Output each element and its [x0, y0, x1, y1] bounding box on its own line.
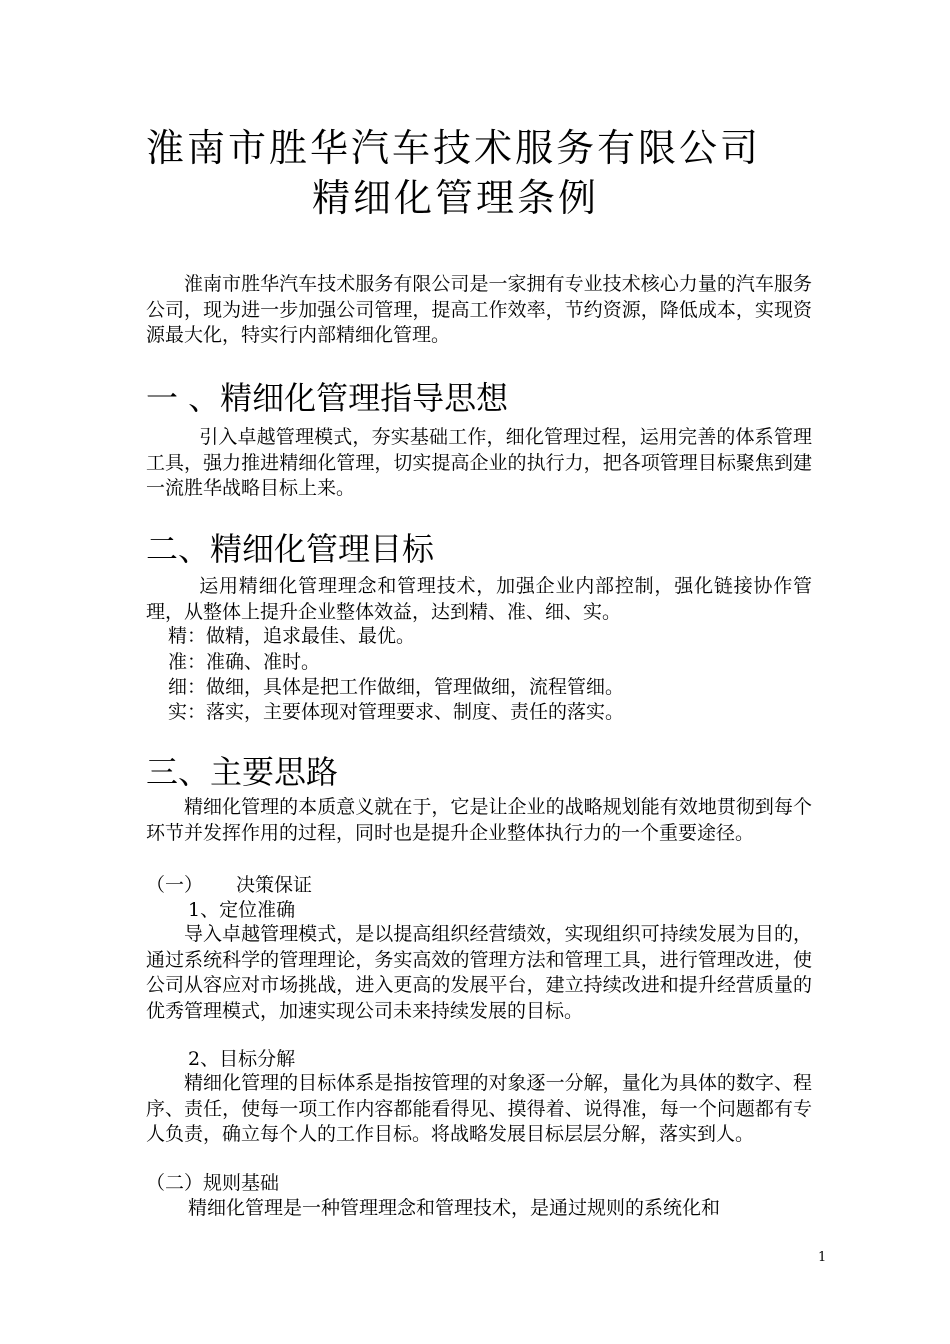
section-2-item-jing: 精：做精，追求最佳、最优。: [168, 625, 416, 647]
section-2-item-shi: 实：落实，主要体现对管理要求、制度、责任的落实。: [168, 701, 625, 723]
item-2-title: 2、目标分解: [188, 1048, 296, 1070]
section-2-heading: 二、精细化管理目标: [146, 530, 435, 568]
subsection-2-body: 精细化管理是一种管理理念和管理技术，是通过规则的系统化和: [188, 1197, 721, 1219]
section-1-heading: 一 、精细化管理指导思想: [146, 379, 509, 417]
section-3-heading: 三、主要思路: [146, 753, 339, 791]
section-2-item-xi: 细：做细，具体是把工作做细，管理做细，流程管细。: [168, 676, 625, 698]
section-1-body: 引入卓越管理模式，夯实基础工作，细化管理过程，运用完善的体系管理工具，强力推进精细化管理，切实提高企业的执行力，把各项管理目标聚焦到建一流胜华战略目标上来。: [146, 426, 812, 499]
item-1-title: 1、定位准确: [188, 899, 296, 921]
intro-paragraph: 淮南市胜华汽车技术服务有限公司是一家拥有专业技术核心力量的汽车服务公司，现为进一步加强公司管理，提高工作效率，节约资源，降低成本，实现资源最大化，特实行内部精细化管理。: [146, 273, 812, 346]
item-2-body: 精细化管理的目标体系是指按管理的对象逐一分解，量化为具体的数字、程序、责任，使每一项工作内容都能看得见、摸得着、说得准，每一个问题都有专人负责，确立每个人的工作目标。将战略发展目标层层分解，落实到人。: [146, 1072, 812, 1145]
subsection-2-title: （二）规则基础: [146, 1172, 280, 1194]
section-3-body: 精细化管理的本质意义就在于，它是让企业的战略规划能有效地贯彻到每个环节并发挥作用的过程，同时也是提升企业整体执行力的一个重要途径。: [146, 796, 812, 844]
subsection-1-label: （一）: [146, 874, 204, 896]
section-2-body: 运用精细化管理理念和管理技术，加强企业内部控制，强化链接协作管理，从整体上提升企业整体效益，达到精、准、细、实。: [146, 575, 812, 623]
document-title-line-2: 精细化管理条例: [312, 176, 600, 220]
page-number: 1: [818, 1250, 827, 1265]
item-1-body: 导入卓越管理模式，是以提高组织经营绩效，实现组织可持续发展为目的，通过系统科学的管理理论，务实高效的管理方法和管理工具，进行管理改进，使公司从容应对市场挑战，进入更高的发展平台，建立持续改进和提升经营质量的优秀管理模式，加速实现公司未来持续发展的目标。: [146, 923, 812, 1022]
section-2-item-zhun: 准：准确、准时。: [168, 651, 321, 673]
document-title-line-1: 淮南市胜华汽车技术服务有限公司: [146, 126, 762, 170]
subsection-1-title: 决策保证: [236, 874, 313, 896]
